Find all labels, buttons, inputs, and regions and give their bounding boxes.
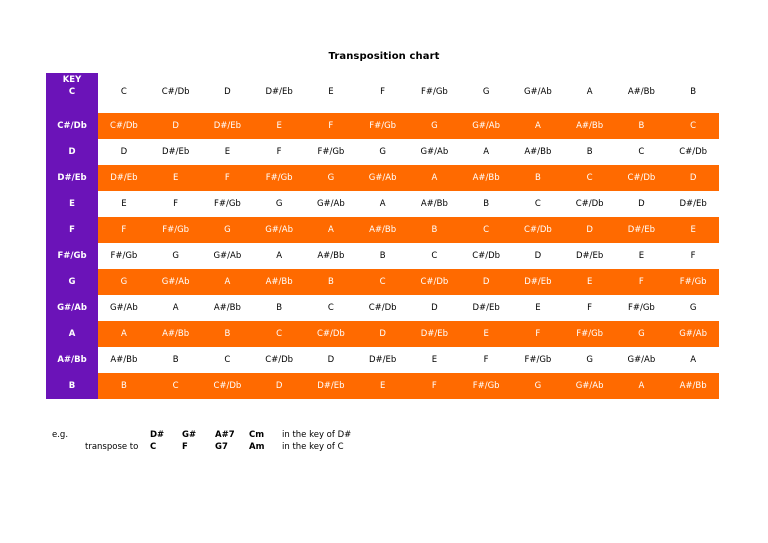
table-row bbox=[46, 113, 719, 139]
table-header-row bbox=[46, 73, 719, 87]
note-cell: G bbox=[409, 113, 461, 139]
note-cell: G bbox=[202, 217, 254, 243]
note-cell: A#/Bb bbox=[253, 269, 305, 295]
note-cell: C#/Db bbox=[564, 191, 616, 217]
note-cell: C bbox=[253, 321, 305, 347]
to-chord: F bbox=[182, 442, 188, 452]
from-key-text: in the key of D# bbox=[282, 430, 352, 440]
note-cell: A#/Bb bbox=[98, 347, 150, 373]
note-cell: G bbox=[460, 87, 512, 113]
note-cell: G#/Ab bbox=[667, 321, 719, 347]
key-cell: F bbox=[46, 217, 98, 243]
note-cell: A bbox=[667, 347, 719, 373]
note-cell: F bbox=[150, 191, 202, 217]
note-cell: D bbox=[98, 139, 150, 165]
key-cell: A bbox=[46, 321, 98, 347]
note-cell: F#/Gb bbox=[409, 87, 461, 113]
note-cell: F#/Gb bbox=[98, 243, 150, 269]
note-cell: E bbox=[305, 87, 357, 113]
note-cell: C#/Db bbox=[305, 321, 357, 347]
note-cell: B bbox=[253, 295, 305, 321]
key-header: KEY bbox=[46, 73, 98, 87]
note-cell: D#/Eb bbox=[357, 347, 409, 373]
note-cell: C#/Db bbox=[202, 373, 254, 399]
note-cell: C bbox=[512, 191, 564, 217]
table-row bbox=[46, 139, 719, 165]
note-cell: G bbox=[98, 269, 150, 295]
note-cell: F bbox=[616, 269, 668, 295]
note-cell: D bbox=[460, 269, 512, 295]
note-cell: C bbox=[305, 295, 357, 321]
note-cell: F bbox=[305, 113, 357, 139]
key-cell: D bbox=[46, 139, 98, 165]
note-cell: F#/Gb bbox=[512, 347, 564, 373]
note-cell: E bbox=[150, 165, 202, 191]
note-cell: C bbox=[564, 165, 616, 191]
note-cell: G#/Ab bbox=[564, 373, 616, 399]
note-cell: G#/Ab bbox=[98, 295, 150, 321]
note-cell: E bbox=[512, 295, 564, 321]
note-cell: E bbox=[667, 217, 719, 243]
note-cell: A#/Bb bbox=[667, 373, 719, 399]
key-cell: F#/Gb bbox=[46, 243, 98, 269]
table-row bbox=[46, 243, 719, 269]
note-cell: G bbox=[667, 295, 719, 321]
table-row bbox=[46, 347, 719, 373]
note-cell: E bbox=[409, 347, 461, 373]
note-cell: D#/Eb bbox=[305, 373, 357, 399]
note-cell: B bbox=[202, 321, 254, 347]
note-cell: A bbox=[253, 243, 305, 269]
note-cell: G bbox=[512, 373, 564, 399]
note-cell: F#/Gb bbox=[357, 113, 409, 139]
note-cell: C bbox=[202, 347, 254, 373]
key-cell: C bbox=[46, 87, 98, 113]
note-cell: C#/Db bbox=[357, 295, 409, 321]
note-cell: E bbox=[253, 113, 305, 139]
note-cell: C bbox=[357, 269, 409, 295]
note-cell: G#/Ab bbox=[512, 87, 564, 113]
note-cell: F bbox=[253, 139, 305, 165]
table-row bbox=[46, 217, 719, 243]
note-cell: C#/Db bbox=[253, 347, 305, 373]
note-cell: B bbox=[98, 373, 150, 399]
note-cell: F#/Gb bbox=[150, 217, 202, 243]
note-cell: F bbox=[460, 347, 512, 373]
note-cell: F bbox=[202, 165, 254, 191]
note-cell: A#/Bb bbox=[460, 165, 512, 191]
note-cell: F#/Gb bbox=[305, 139, 357, 165]
note-cell: A bbox=[564, 87, 616, 113]
note-cell: F bbox=[98, 217, 150, 243]
note-cell: F bbox=[512, 321, 564, 347]
note-cell: G bbox=[253, 191, 305, 217]
note-cell: D bbox=[564, 217, 616, 243]
note-cell: D#/Eb bbox=[202, 113, 254, 139]
note-cell: A bbox=[409, 165, 461, 191]
note-cell: A#/Bb bbox=[616, 87, 668, 113]
note-cell: E bbox=[357, 373, 409, 399]
note-cell: D#/Eb bbox=[150, 139, 202, 165]
note-cell: F#/Gb bbox=[253, 165, 305, 191]
table-row bbox=[46, 321, 719, 347]
note-cell: C bbox=[409, 243, 461, 269]
note-cell: D bbox=[616, 191, 668, 217]
table-row bbox=[46, 87, 719, 113]
note-cell: F bbox=[409, 373, 461, 399]
from-chord: G# bbox=[182, 430, 197, 440]
to-key-text: in the key of C bbox=[282, 442, 344, 452]
note-cell: E bbox=[564, 269, 616, 295]
note-cell: A bbox=[616, 373, 668, 399]
note-cell: G bbox=[564, 347, 616, 373]
table-row bbox=[46, 269, 719, 295]
note-cell: C bbox=[98, 87, 150, 113]
note-cell: B bbox=[616, 113, 668, 139]
note-cell: D#/Eb bbox=[667, 191, 719, 217]
note-cell: E bbox=[202, 139, 254, 165]
table-row bbox=[46, 165, 719, 191]
note-cell: B bbox=[667, 87, 719, 113]
note-cell: C bbox=[616, 139, 668, 165]
note-cell: G#/Ab bbox=[305, 191, 357, 217]
to-chord: Am bbox=[249, 442, 265, 452]
key-cell: D#/Eb bbox=[46, 165, 98, 191]
note-cell: D bbox=[357, 321, 409, 347]
note-cell: A bbox=[512, 113, 564, 139]
note-cell: C#/Db bbox=[409, 269, 461, 295]
note-cell: A#/Bb bbox=[150, 321, 202, 347]
note-cell: D#/Eb bbox=[564, 243, 616, 269]
note-cell: D bbox=[667, 165, 719, 191]
note-cell: G bbox=[616, 321, 668, 347]
note-cell: D#/Eb bbox=[98, 165, 150, 191]
key-cell: G bbox=[46, 269, 98, 295]
note-cell: G#/Ab bbox=[409, 139, 461, 165]
note-cell: A#/Bb bbox=[512, 139, 564, 165]
note-cell: D bbox=[305, 347, 357, 373]
note-cell: F#/Gb bbox=[202, 191, 254, 217]
note-cell: C bbox=[460, 217, 512, 243]
note-cell: A bbox=[305, 217, 357, 243]
note-cell: C#/Db bbox=[667, 139, 719, 165]
note-cell: A#/Bb bbox=[305, 243, 357, 269]
note-cell: C#/Db bbox=[460, 243, 512, 269]
key-cell: C#/Db bbox=[46, 113, 98, 139]
note-cell: F#/Gb bbox=[616, 295, 668, 321]
note-cell: F#/Gb bbox=[667, 269, 719, 295]
note-cell: D#/Eb bbox=[460, 295, 512, 321]
transposition-table bbox=[46, 73, 719, 399]
note-cell: B bbox=[460, 191, 512, 217]
note-cell: D bbox=[512, 243, 564, 269]
note-cell: F bbox=[564, 295, 616, 321]
note-cell: A#/Bb bbox=[409, 191, 461, 217]
note-cell: G#/Ab bbox=[357, 165, 409, 191]
note-cell: D bbox=[202, 87, 254, 113]
key-cell: B bbox=[46, 373, 98, 399]
note-cell: D bbox=[253, 373, 305, 399]
transpose-label: transpose to bbox=[85, 442, 139, 452]
note-cell: G#/Ab bbox=[202, 243, 254, 269]
note-cell: B bbox=[305, 269, 357, 295]
table-row bbox=[46, 295, 719, 321]
table-row bbox=[46, 373, 719, 399]
note-cell: B bbox=[564, 139, 616, 165]
chart-title: Transposition chart bbox=[328, 51, 440, 62]
note-cell: C#/Db bbox=[616, 165, 668, 191]
key-cell: G#/Ab bbox=[46, 295, 98, 321]
note-cell: D bbox=[150, 113, 202, 139]
note-cell: G bbox=[150, 243, 202, 269]
note-cell: G bbox=[305, 165, 357, 191]
note-cell: A bbox=[98, 321, 150, 347]
note-cell: G#/Ab bbox=[460, 113, 512, 139]
note-cell: G#/Ab bbox=[150, 269, 202, 295]
note-cell: G#/Ab bbox=[616, 347, 668, 373]
note-cell: F bbox=[357, 87, 409, 113]
note-cell: A bbox=[460, 139, 512, 165]
table-row bbox=[46, 191, 719, 217]
note-cell: F#/Gb bbox=[564, 321, 616, 347]
note-cell: E bbox=[460, 321, 512, 347]
note-cell: A#/Bb bbox=[357, 217, 409, 243]
note-cell: C bbox=[667, 113, 719, 139]
note-cell: D#/Eb bbox=[512, 269, 564, 295]
note-cell: C bbox=[150, 373, 202, 399]
from-chord: A#7 bbox=[215, 430, 235, 440]
note-cell: F bbox=[667, 243, 719, 269]
note-cell: D#/Eb bbox=[616, 217, 668, 243]
note-cell: A bbox=[357, 191, 409, 217]
note-cell: C#/Db bbox=[150, 87, 202, 113]
note-cell: A#/Bb bbox=[202, 295, 254, 321]
note-cell: G#/Ab bbox=[253, 217, 305, 243]
to-chord: C bbox=[150, 442, 157, 452]
note-cell: E bbox=[98, 191, 150, 217]
key-cell: E bbox=[46, 191, 98, 217]
note-cell: B bbox=[512, 165, 564, 191]
note-cell: D#/Eb bbox=[409, 321, 461, 347]
note-cell: E bbox=[616, 243, 668, 269]
eg-label: e.g. bbox=[52, 430, 69, 440]
note-cell: D#/Eb bbox=[253, 87, 305, 113]
note-cell: G bbox=[357, 139, 409, 165]
note-cell: B bbox=[150, 347, 202, 373]
from-chord: Cm bbox=[249, 430, 265, 440]
note-cell: A bbox=[150, 295, 202, 321]
note-cell: C#/Db bbox=[512, 217, 564, 243]
key-cell: A#/Bb bbox=[46, 347, 98, 373]
note-cell: D bbox=[409, 295, 461, 321]
note-cell: F#/Gb bbox=[460, 373, 512, 399]
note-cell: B bbox=[357, 243, 409, 269]
note-cell: A#/Bb bbox=[564, 113, 616, 139]
note-cell: C#/Db bbox=[98, 113, 150, 139]
note-cell: A bbox=[202, 269, 254, 295]
to-chord: G7 bbox=[215, 442, 228, 452]
note-cell: B bbox=[409, 217, 461, 243]
from-chord: D# bbox=[150, 430, 165, 440]
